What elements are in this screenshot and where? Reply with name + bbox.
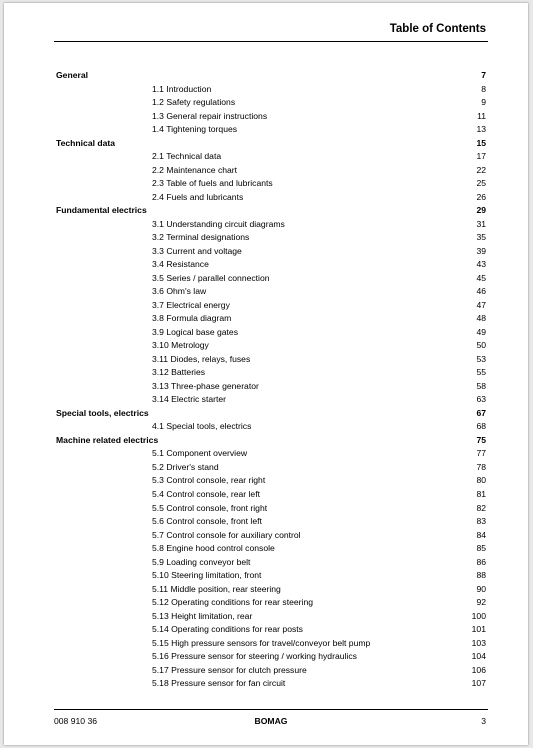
entry-label xyxy=(152,583,281,597)
toc-entry[interactable] xyxy=(54,245,486,259)
entry-page-number: 104 xyxy=(471,651,486,662)
entry-label xyxy=(152,420,251,434)
entry-page-number: 82 xyxy=(476,502,486,513)
toc-entry[interactable] xyxy=(54,272,486,286)
entry-page-number: 8 xyxy=(481,83,486,94)
entry-label xyxy=(152,218,285,232)
entry-number: 2.4 xyxy=(152,191,164,202)
entry-page-number: 55 xyxy=(476,367,486,378)
toc-entry[interactable] xyxy=(54,556,486,570)
entry-page-number: 39 xyxy=(476,245,486,256)
page-title: Table of Contents xyxy=(389,23,486,35)
entry-number: 3.7 xyxy=(152,299,164,310)
toc-entry[interactable] xyxy=(54,650,486,664)
entry-title: Table of fuels and lubricants xyxy=(166,178,273,189)
toc-entry[interactable] xyxy=(54,366,486,380)
entry-label xyxy=(152,393,226,407)
entry-page-number: 81 xyxy=(476,488,486,499)
entry-title: Engine hood control console xyxy=(166,543,275,554)
entry-number: 3.2 xyxy=(152,232,164,243)
entry-number: 1.4 xyxy=(152,124,164,135)
entry-number: 3.1 xyxy=(152,218,164,229)
entry-number: 2.3 xyxy=(152,178,164,189)
section-title: Special tools, electrics xyxy=(56,407,149,418)
entry-title: Introduction xyxy=(166,83,212,94)
page-number: 3 xyxy=(481,716,486,726)
entry-label xyxy=(152,447,247,461)
section-page-number: 67 xyxy=(476,407,486,418)
entry-page-number: 50 xyxy=(476,340,486,351)
section-page-number: 75 xyxy=(476,434,486,445)
entry-page-number: 26 xyxy=(476,191,486,202)
toc-entry[interactable] xyxy=(54,326,486,340)
entry-number: 5.11 xyxy=(152,583,169,594)
entry-label xyxy=(152,461,219,475)
entry-page-number: 88 xyxy=(476,570,486,581)
entry-title: Operating conditions for rear posts xyxy=(171,624,303,635)
toc-entry[interactable] xyxy=(54,447,486,461)
entry-page-number: 103 xyxy=(471,637,486,648)
section-title: General xyxy=(56,70,89,80)
entry-page-number: 25 xyxy=(476,178,486,189)
entry-label xyxy=(152,366,205,380)
entry-title: Tightening torques xyxy=(166,124,238,135)
entry-number: 5.16 xyxy=(152,651,169,662)
entry-label xyxy=(152,177,273,191)
entry-label xyxy=(152,245,242,259)
entry-title: Series / parallel connection xyxy=(166,272,270,283)
entry-page-number: 58 xyxy=(476,380,486,391)
toc-section[interactable] xyxy=(54,137,486,151)
entry-title: Formula diagram xyxy=(166,313,232,324)
entry-label xyxy=(152,650,357,664)
entry-number: 2.1 xyxy=(152,151,164,162)
entry-number: 5.3 xyxy=(152,475,164,486)
entry-label xyxy=(152,299,230,313)
toc-entry[interactable] xyxy=(54,542,486,556)
entry-page-number: 11 xyxy=(477,110,486,121)
entry-number: 3.3 xyxy=(152,245,164,256)
entry-title: Pressure sensor for fan circuit xyxy=(171,678,286,689)
section-page-number: 7 xyxy=(481,70,486,80)
entry-page-number: 106 xyxy=(471,664,486,675)
toc-entry[interactable] xyxy=(54,258,486,272)
entry-label xyxy=(152,191,243,205)
toc-entry[interactable] xyxy=(54,312,486,326)
toc-entry[interactable] xyxy=(54,515,486,529)
entry-number: 5.10 xyxy=(152,570,169,581)
entry-label xyxy=(152,677,285,691)
toc-entry[interactable] xyxy=(54,637,486,651)
entry-title: Ohm's law xyxy=(166,286,207,297)
entry-title: Pressure sensor for clutch pressure xyxy=(171,664,307,675)
entry-title: Safety regulations xyxy=(166,97,236,108)
entry-number: 1.3 xyxy=(152,110,164,121)
toc-entry[interactable] xyxy=(54,664,486,678)
entry-number: 1.1 xyxy=(152,83,164,94)
entry-number: 5.12 xyxy=(152,597,169,608)
entry-page-number: 13 xyxy=(476,124,486,135)
entry-page-number: 17 xyxy=(476,151,486,162)
entry-label xyxy=(152,326,238,340)
entry-number: 5.13 xyxy=(152,610,169,621)
entry-number: 1.2 xyxy=(152,97,164,108)
brand-name: BOMAG xyxy=(254,716,288,726)
entry-label xyxy=(152,569,261,583)
entry-number: 3.5 xyxy=(152,272,164,283)
entry-number: 5.2 xyxy=(152,461,164,472)
entry-label xyxy=(152,502,267,516)
toc-entry[interactable] xyxy=(54,529,486,543)
toc-entry[interactable] xyxy=(54,461,486,475)
entry-page-number: 84 xyxy=(476,529,486,540)
toc-entry[interactable] xyxy=(54,596,486,610)
entry-page-number: 78 xyxy=(476,461,486,472)
entry-label xyxy=(152,664,307,678)
toc-entry[interactable] xyxy=(54,623,486,637)
entry-page-number: 101 xyxy=(471,624,486,635)
entry-page-number: 63 xyxy=(476,394,486,405)
entry-page-number: 80 xyxy=(476,475,486,486)
entry-title: Understanding circuit diagrams xyxy=(166,218,285,229)
entry-number: 3.14 xyxy=(152,394,169,405)
section-page-number: 15 xyxy=(476,137,486,148)
toc-entry[interactable] xyxy=(54,285,486,299)
entry-label xyxy=(152,380,259,394)
section-title: Machine related electrics xyxy=(56,434,159,445)
entry-number: 3.13 xyxy=(152,380,169,391)
entry-label xyxy=(152,164,237,178)
entry-page-number: 43 xyxy=(476,259,486,270)
entry-number: 5.4 xyxy=(152,488,164,499)
entry-page-number: 90 xyxy=(476,583,486,594)
entry-page-number: 107 xyxy=(471,678,486,689)
entry-title: Fuels and lubricants xyxy=(166,191,244,202)
toc-entry[interactable] xyxy=(54,191,486,205)
entry-page-number: 53 xyxy=(476,353,486,364)
entry-label xyxy=(152,258,209,272)
entry-title: Terminal designations xyxy=(166,232,250,243)
entry-number: 4.1 xyxy=(152,421,164,432)
entry-number: 3.4 xyxy=(152,259,164,270)
entry-title: Logical base gates xyxy=(166,326,239,337)
entry-title: Control console, rear right xyxy=(166,475,266,486)
toc-entry[interactable] xyxy=(54,150,486,164)
entry-number: 5.9 xyxy=(152,556,164,567)
document-page xyxy=(4,3,528,745)
entry-label xyxy=(152,610,252,624)
header-divider xyxy=(54,41,488,42)
entry-page-number: 92 xyxy=(476,597,486,608)
entry-title: Resistance xyxy=(166,259,209,270)
entry-label xyxy=(152,150,221,164)
entry-label xyxy=(152,231,249,245)
entry-title: Control console, front left xyxy=(166,516,262,527)
entry-number: 5.15 xyxy=(152,637,169,648)
entry-number: 3.8 xyxy=(152,313,164,324)
toc-entry[interactable] xyxy=(54,123,486,137)
table-of-contents xyxy=(54,69,486,691)
entry-page-number: 86 xyxy=(476,556,486,567)
entry-page-number: 77 xyxy=(476,448,486,459)
entry-page-number: 48 xyxy=(476,313,486,324)
entry-label xyxy=(152,542,275,556)
entry-title: Electric starter xyxy=(171,394,227,405)
entry-title: Control console for auxiliary control xyxy=(166,529,301,540)
entry-number: 5.14 xyxy=(152,624,169,635)
toc-entry[interactable] xyxy=(54,177,486,191)
entry-title: Pressure sensor for steering / working hydraulics xyxy=(171,651,357,662)
entry-title: Height limitation, rear xyxy=(171,610,253,621)
entry-title: Electrical energy xyxy=(166,299,230,310)
entry-page-number: 35 xyxy=(476,232,486,243)
entry-page-number: 31 xyxy=(476,218,486,229)
entry-label xyxy=(152,312,231,326)
entry-number: 5.18 xyxy=(152,678,169,689)
entry-title: Diodes, relays, fuses xyxy=(170,353,251,364)
toc-entry[interactable] xyxy=(54,96,486,110)
entry-number: 3.6 xyxy=(152,286,164,297)
toc-entry[interactable] xyxy=(54,110,486,124)
toc-entry[interactable] xyxy=(54,353,486,367)
toc-entry[interactable] xyxy=(54,610,486,624)
entry-page-number: 83 xyxy=(476,516,486,527)
entry-number: 3.10 xyxy=(152,340,169,351)
toc-entry[interactable] xyxy=(54,393,486,407)
toc-entry[interactable] xyxy=(54,83,486,97)
entry-label xyxy=(152,110,267,124)
toc-section[interactable] xyxy=(54,434,486,448)
entry-title: Control console, rear left xyxy=(166,488,260,499)
entry-number: 5.17 xyxy=(152,664,169,675)
toc-entry[interactable] xyxy=(54,569,486,583)
entry-label xyxy=(152,474,265,488)
entry-page-number: 68 xyxy=(476,421,486,432)
entry-title: Driver's stand xyxy=(166,461,219,472)
entry-label xyxy=(152,272,270,286)
entry-number: 5.8 xyxy=(152,543,164,554)
entry-label xyxy=(152,515,262,529)
toc-entry[interactable] xyxy=(54,231,486,245)
entry-title: Loading conveyor belt xyxy=(166,556,251,567)
entry-number: 5.7 xyxy=(152,529,164,540)
entry-title: General repair instructions xyxy=(166,110,268,121)
entry-page-number: 46 xyxy=(476,286,486,297)
entry-number: 2.2 xyxy=(152,164,164,175)
section-page-number: 29 xyxy=(476,205,486,216)
entry-title: Batteries xyxy=(171,367,206,378)
entry-label xyxy=(152,556,250,570)
entry-title: Metrology xyxy=(171,340,209,351)
toc-entry[interactable] xyxy=(54,420,486,434)
entry-title: Steering limitation, front xyxy=(171,570,262,581)
entry-label xyxy=(152,83,211,97)
entry-label xyxy=(152,339,209,353)
toc-section[interactable] xyxy=(54,407,486,421)
entry-page-number: 22 xyxy=(476,164,486,175)
entry-page-number: 45 xyxy=(476,272,486,283)
entry-label xyxy=(152,96,235,110)
entry-number: 3.11 xyxy=(152,353,169,364)
entry-title: Current and voltage xyxy=(166,245,242,256)
entry-number: 3.9 xyxy=(152,326,164,337)
toc-entry[interactable] xyxy=(54,474,486,488)
entry-label xyxy=(152,285,206,299)
entry-title: Maintenance chart xyxy=(166,164,238,175)
entry-label xyxy=(152,637,370,651)
entry-title: High pressure sensors for travel/conveyor belt pump xyxy=(171,637,371,648)
entry-title: Three-phase generator xyxy=(170,380,259,391)
toc-entry[interactable] xyxy=(54,299,486,313)
entry-title: Middle position, rear steering xyxy=(170,583,281,594)
document-number: 008 910 36 xyxy=(54,716,98,726)
toc-entry[interactable] xyxy=(54,164,486,178)
entry-number: 5.6 xyxy=(152,516,164,527)
entry-page-number: 100 xyxy=(471,610,486,621)
entry-page-number: 85 xyxy=(476,543,486,554)
toc-entry[interactable] xyxy=(54,583,486,597)
toc-entry[interactable] xyxy=(54,380,486,394)
toc-entry[interactable] xyxy=(54,502,486,516)
entry-title: Special tools, electrics xyxy=(166,421,252,432)
toc-section[interactable] xyxy=(54,204,486,218)
entry-number: 5.1 xyxy=(152,448,164,459)
entry-title: Control console, front right xyxy=(166,502,268,513)
entry-label xyxy=(152,623,303,637)
toc-entry[interactable] xyxy=(54,488,486,502)
toc-entry[interactable] xyxy=(54,677,486,691)
footer-divider xyxy=(54,709,488,710)
entry-number: 5.5 xyxy=(152,502,164,513)
toc-entry[interactable] xyxy=(54,339,486,353)
section-title: Fundamental electrics xyxy=(56,205,147,216)
entry-page-number: 47 xyxy=(476,299,486,310)
toc-entry[interactable] xyxy=(54,218,486,232)
entry-label xyxy=(152,529,301,543)
section-title: Technical data xyxy=(56,137,116,148)
entry-number: 3.12 xyxy=(152,367,169,378)
entry-label xyxy=(152,596,313,610)
entry-page-number: 49 xyxy=(476,326,486,337)
entry-title: Operating conditions for rear steering xyxy=(171,597,313,608)
entry-page-number: 9 xyxy=(481,97,486,108)
entry-label xyxy=(152,123,237,137)
toc-section[interactable] xyxy=(54,69,486,83)
entry-label xyxy=(152,488,260,502)
entry-title: Component overview xyxy=(166,448,248,459)
entry-title: Technical data xyxy=(166,151,222,162)
entry-label xyxy=(152,353,250,367)
